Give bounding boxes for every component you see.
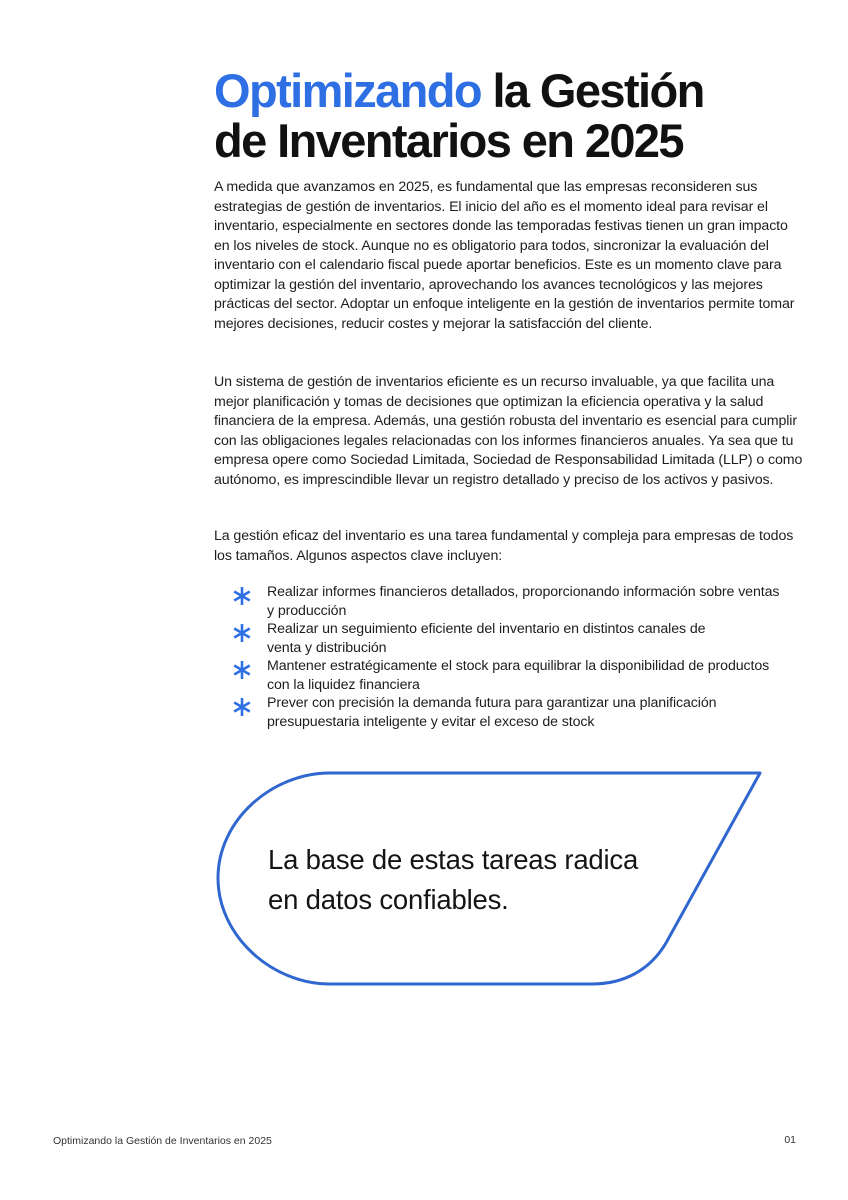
list-item (230, 694, 810, 731)
footer-page-number: 01 (784, 1134, 796, 1146)
footer-document-title: Optimizando la Gestión de Inventarios en 2025 (53, 1135, 272, 1147)
page-title (214, 66, 814, 166)
asterisk-icon (232, 583, 252, 607)
callout-line1: La base de estas tareas radica (268, 844, 639, 875)
list-item-line1: Realizar informes financieros detallados, proporcionando información sobre ventas (267, 584, 780, 600)
list-item-line2: con la liquidez financiera (267, 676, 420, 693)
list-item-line1: Mantener estratégicamente el stock para equilibrar la disponibilidad de productos (267, 658, 770, 674)
key-aspects-list (230, 583, 810, 731)
list-item-line1: Prever con precisión la demanda futura para garantizar una planificación (267, 695, 717, 711)
list-item (230, 620, 810, 657)
list-item-line2: y producción (267, 602, 347, 619)
asterisk-icon (232, 657, 252, 681)
callout-line2: en datos confiables. (268, 884, 509, 915)
title-line2: de Inventarios en 2025 (214, 114, 683, 167)
list-item-line2: presupuestaria inteligente y evitar el exceso de stock (267, 713, 595, 730)
asterisk-icon (232, 620, 252, 644)
callout-box (214, 768, 770, 990)
list-item (230, 583, 810, 620)
title-accent-word: Optimizando (214, 64, 481, 117)
title-line1-rest: la Gestión (481, 64, 704, 117)
list-item-line2: venta y distribución (267, 639, 387, 656)
list-item (230, 657, 810, 694)
callout-quote (268, 840, 638, 920)
intro-paragraph: A medida que avanzamos en 2025, es fundamental que las empresas reconsideren sus estrategias de gestión de inventarios. El inicio del año es el momento ideal para revisar el inventario, especialmente en sectores donde las temporadas festivas tienen un gran impacto en los niveles de stock. Aunque no es obligatorio para todos, sincronizar la evaluación del inventario con el calendario fiscal puede aportar beneficios. Este es un momento clave para optimizar la gestión del inventario, aprovechando los avances tecnológicos y las mejores prácticas del sector. Adoptar un enfoque inteligente en la gestión de inventarios permite tomar mejores decisiones, reducir costes y mejorar la satisfacción del cliente. (214, 179, 795, 332)
asterisk-icon (232, 694, 252, 718)
system-paragraph: Un sistema de gestión de inventarios eficiente es un recurso invaluable, ya que facilita una mejor planificación y tomas de decisiones que optimizan la eficiencia operativa y la salud financiera de la empresa. Además, una gestión robusta del inventario es esencial para cumplir con las obligaciones legales relacionadas con los informes financieros anuales. Ya sea que tu empresa opere como Sociedad Limitada, Sociedad de Responsabilidad Limitada (LLP) o como autónomo, es imprescindible llevar un registro detallado y preciso de los activos y pasivos. (214, 374, 803, 488)
list-item-line1: Realizar un seguimiento eficiente del inventario en distintos canales de (267, 621, 706, 637)
aspects-intro-paragraph: La gestión eficaz del inventario es una tarea fundamental y compleja para empresas de todos los tamaños. Algunos aspectos clave incluyen: (214, 528, 794, 564)
